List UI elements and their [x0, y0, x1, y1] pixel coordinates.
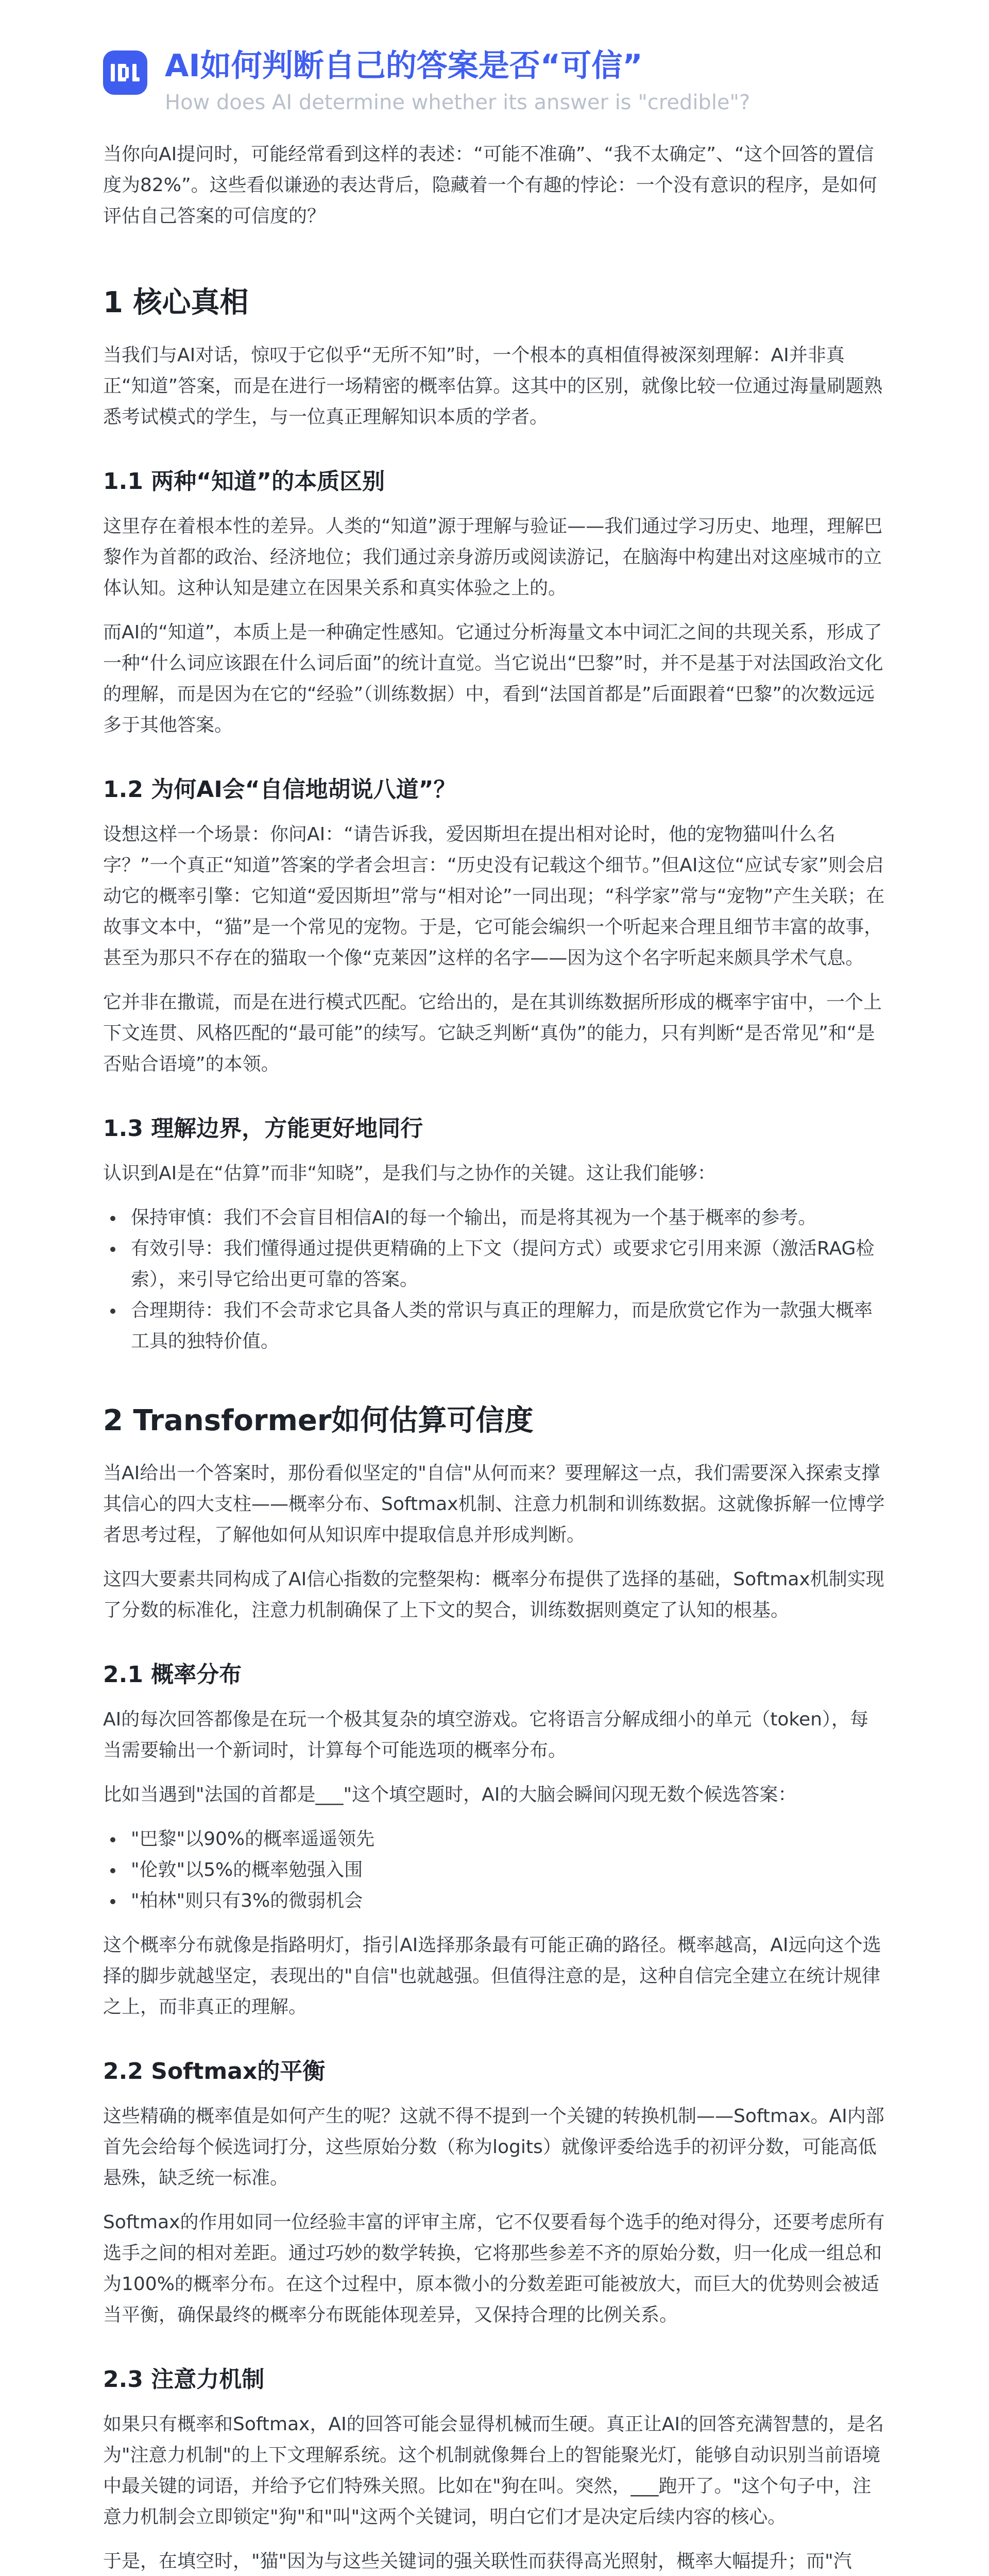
list-item: "伦敦"以5%的概率勉强入围 — [103, 1855, 886, 1886]
section-heading: 2 Transformer如何估算可信度 — [103, 1404, 534, 1437]
article-body — [103, 139, 886, 2576]
article-header — [103, 45, 886, 123]
section-heading: 1 核心真相 — [103, 286, 249, 319]
paragraph: 这四大要素共同构成了AI信心指数的完整架构：概率分布提供了选择的基础，Softmax机制实现了分数的标准化，注意力机制确保了上下文的契合，训练数据则奠定了认知的根基。 — [103, 1569, 884, 1621]
paragraph: 认识到AI是在“估算”而非“知晓”，是我们与之协作的关键。这让我们能够： — [103, 1163, 716, 1184]
paragraph: 它并非在撒谎，而是在进行模式匹配。它给出的，是在其训练数据所形成的概率宇宙中，一个上下文连贯、风格匹配的“最可能”的续写。它缺乏判断“真伪”的能力，只有判断“是否常见”和“是否贴合语境”的本领。 — [103, 992, 882, 1075]
bullet-list — [103, 1202, 886, 1357]
subsection-heading: 1.2 为何AI会“自信地胡说八道”？ — [103, 776, 456, 803]
paragraph: 当我们与AI对话，惊叹于它似乎“无所不知”时，一个根本的真相值得被深刻理解：AI并非真正“知道”答案，而是在进行一场精密的概率估算。这其中的区别，就像比较一位通过海量刷题熟悉考试模式的学生，与一位真正理解知识本质的学者。 — [103, 345, 883, 428]
chip-logo-icon — [103, 50, 147, 95]
paragraph: 这些精确的概率值是如何产生的呢？这就不得不提到一个关键的转换机制——Softmax。AI内部首先会给每个候选词打分，这些原始分数（称为logits）就像评委给选手的初评分数，可能高低悬殊，缺乏统一标准。 — [103, 2106, 884, 2189]
subsection-heading: 2.3 注意力机制 — [103, 2366, 265, 2393]
paragraph: 这里存在着根本性的差异。人类的“知道”源于理解与验证——我们通过学习历史、地理，理解巴黎作为首都的政治、经济地位；我们通过亲身游历或阅读游记，在脑海中构建出对这座城市的立体认知。这种认知是建立在因果关系和真实体验之上的。 — [103, 516, 883, 599]
list-item: "柏林"则只有3%的微弱机会 — [103, 1886, 886, 1917]
chip-logo-glyph — [110, 62, 141, 83]
list-item: "巴黎"以90%的概率遥遥领先 — [103, 1824, 886, 1855]
paragraph: 如果只有概率和Softmax，AI的回答可能会显得机械而生硬。真正让AI的回答充满智慧的，是名为"注意力机制"的上下文理解系统。这个机制就像舞台上的智能聚光灯，能够自动识别当前语境中最关键的词语，并给予它们特殊关照。比如在"狗在叫。突然，___跑开了。"这个句子中，注意力机制会立即锁定"狗"和"叫"这两个关键词，明白它们才是决定后续内容的核心。 — [103, 2414, 884, 2528]
page-subtitle: How does AI determine whether its answer is "credible"? — [165, 91, 751, 114]
list-item: 有效引导：我们懂得通过提供更精确的上下文（提问方式）或要求它引用来源（激活RAG检索），来引导它给出更可靠的答案。 — [103, 1233, 886, 1295]
paragraph: Softmax的作用如同一位经验丰富的评审主席，它不仅要看每个选手的绝对得分，还要考虑所有选手之间的相对差距。通过巧妙的数学转换，它将那些参差不齐的原始分数，归一化成一组总和为100%的概率分布。在这个过程中，原本微小的分数差距可能被放大，而巨大的优势则会被适当平衡，确保最终的概率分布既能体现差异，又保持合理的比例关系。 — [103, 2212, 885, 2326]
paragraph: AI的每次回答都像是在玩一个极其复杂的填空游戏。它将语言分解成细小的单元（token），每当需要输出一个新词时，计算每个可能选项的概率分布。 — [103, 1709, 868, 1761]
list-item: 保持审慎：我们不会盲目相信AI的每一个输出，而是将其视为一个基于概率的参考。 — [103, 1202, 886, 1233]
paragraph: 而AI的“知道”，本质上是一种确定性感知。它通过分析海量文本中词汇之间的共现关系，形成了一种“什么词应该跟在什么词后面”的统计直觉。当它说出“巴黎”时，并不是基于对法国政治文化的理解，而是因为在它的“经验”（训练数据）中，看到“法国首都是”后面跟着“巴黎”的次数远远多于其他答案。 — [103, 622, 883, 736]
subsection-heading: 1.3 理解边界，方能更好地同行 — [103, 1115, 423, 1142]
bullet-list — [103, 1824, 886, 1917]
list-item: 合理期待：我们不会苛求它具备人类的常识与真正的理解力，而是欣赏它作为一款强大概率工具的独特价值。 — [103, 1295, 886, 1357]
subsection-heading: 2.1 概率分布 — [103, 1662, 242, 1688]
subsection-heading: 1.1 两种“知道”的本质区别 — [103, 468, 385, 495]
page-title: AI如何判断自己的答案是否“可信” — [165, 48, 643, 84]
paragraph: 当AI给出一个答案时，那份看似坚定的"自信"从何而来？要理解这一点，我们需要深入探索支撑其信心的四大支柱——概率分布、Softmax机制、注意力机制和训练数据。这就像拆解一位博学者思考过程，了解他如何从知识库中提取信息并形成判断。 — [103, 1463, 885, 1546]
paragraph: 这个概率分布就像是指路明灯，指引AI选择那条最有可能正确的路径。概率越高，AI远向这个选择的脚步就越坚定，表现出的"自信"也就越强。但值得注意的是，这种自信完全建立在统计规律之上，而非真正的理解。 — [103, 1935, 881, 2018]
paragraph: 设想这样一个场景：你问AI：“请告诉我，爱因斯坦在提出相对论时，他的宠物猫叫什么名字？”一个真正“知道”答案的学者会坦言：“历史没有记载这个细节。”但AI这位“应试专家”则会启动它的概率引擎：它知道“爱因斯坦”常与“相对论”一同出现；“科学家”常与“宠物”产生关联；在故事文本中，“猫”是一个常见的宠物。于是，它可能会编织一个听起来合理且细节丰富的故事，甚至为那只不存在的猫取一个像“克莱因”这样的名字——因为这个名字听起来颇具学术气息。 — [103, 824, 885, 969]
subsection-heading: 2.2 Softmax的平衡 — [103, 2058, 326, 2084]
paragraph: 比如当遇到"法国的首都是___"这个填空题时，AI的大脑会瞬间闪现无数个候选答案： — [103, 1784, 797, 1805]
intro-paragraph: 当你向AI提问时，可能经常看到这样的表述：“可能不准确”、“我不太确定”、“这个回答的置信度为82%”。这些看似谦逊的表达背后，隐藏着一个有趣的悖论：一个没有意识的程序，是如何评估自己答案的可信度的？ — [103, 144, 877, 227]
paragraph: 于是，在填空时，"猫"因为与这些关键词的强关联性而获得高光照射，概率大幅提升；而"汽 — [103, 2551, 852, 2572]
